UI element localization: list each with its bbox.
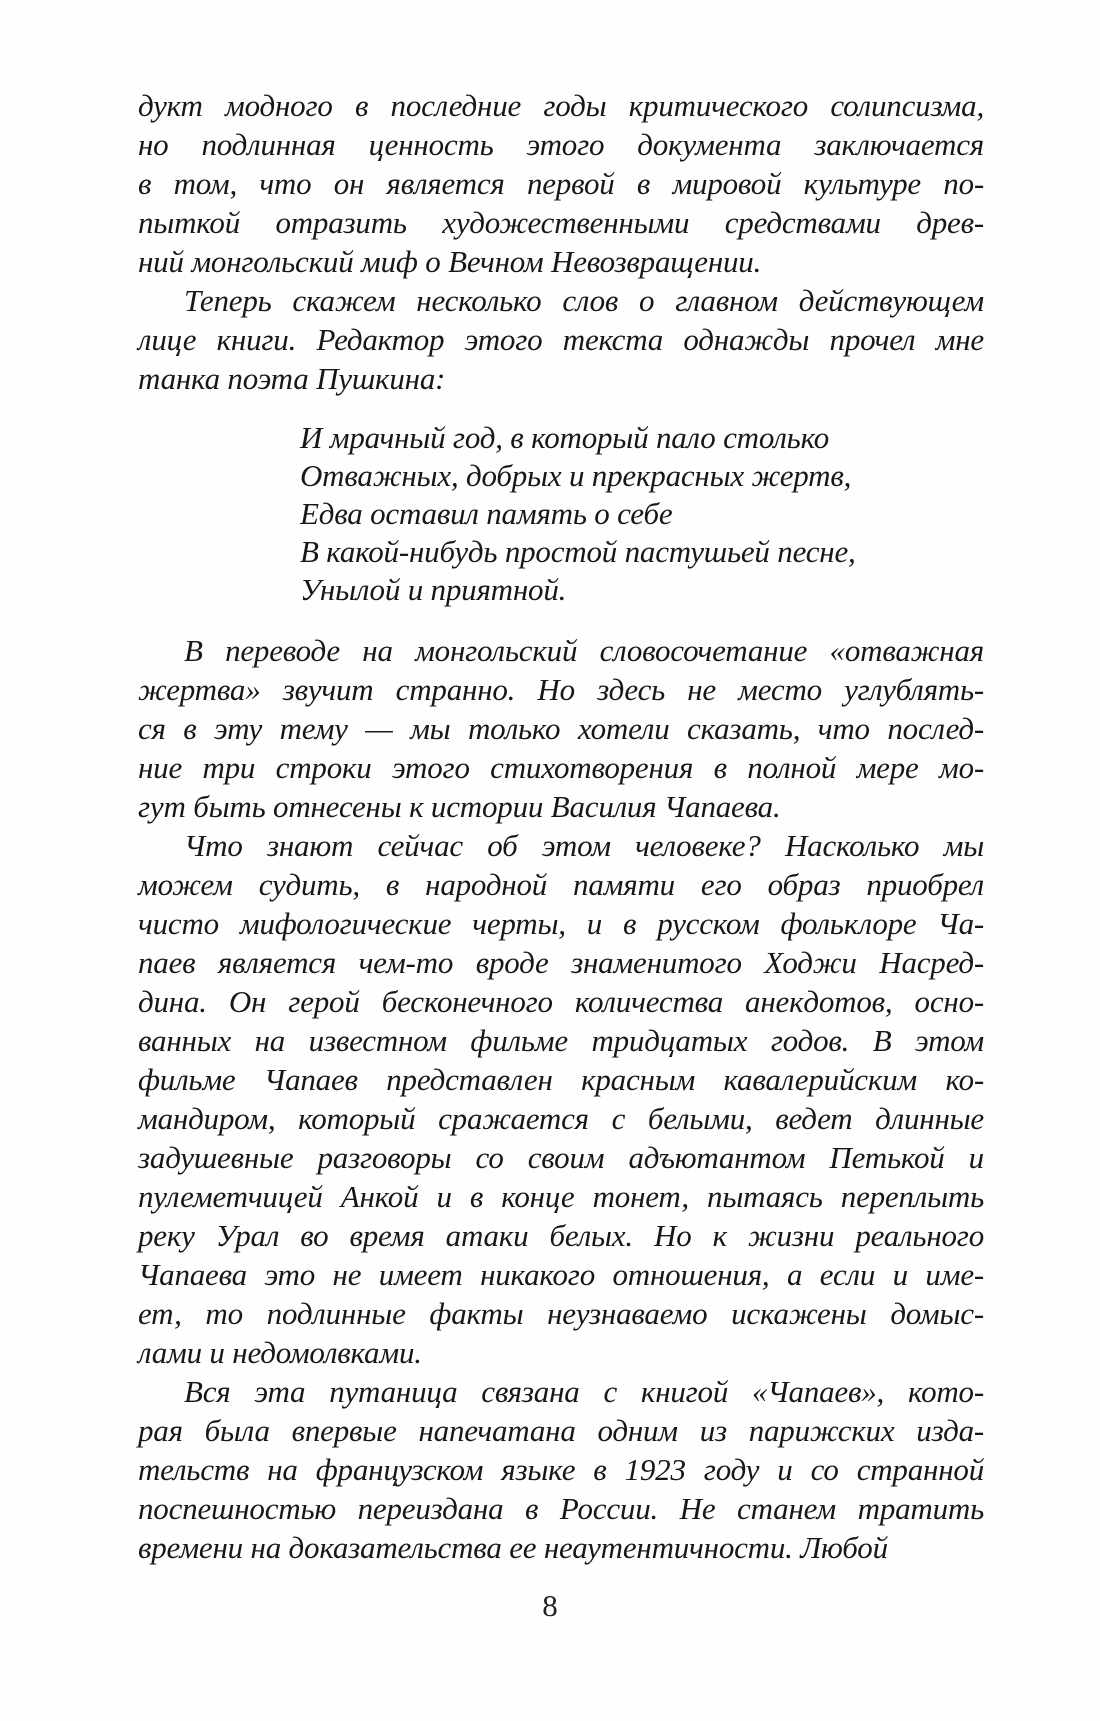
text-line: жертва» звучит странно. Но здесь не место углублять- <box>138 672 984 707</box>
text-line: Теперь скажем несколько слов о главном действующем <box>184 283 984 318</box>
text-line: танка поэта Пушкина: <box>138 361 446 396</box>
text-line: можем судить, в народной памяти его образ приобрел <box>138 867 984 902</box>
verse-line: Унылой и приятной. <box>300 572 567 607</box>
paragraph <box>138 1372 984 1567</box>
text-line: ет, то подлинные факты неузнаваемо искажены домыс- <box>138 1296 984 1331</box>
paragraph <box>138 631 984 826</box>
paragraph <box>138 86 984 281</box>
text-line: ние три строки этого стихотворения в полной мере мо- <box>138 750 984 785</box>
paragraph <box>138 281 984 398</box>
verse-line: И мрачный год, в который пало столько <box>300 420 830 455</box>
text-line: ванных на известном фильме тридцатых годов. В этом <box>138 1023 984 1058</box>
text-line: дина. Он герой бесконечного количества анекдотов, осно- <box>138 984 984 1019</box>
text-line: реку Урал во время атаки белых. Но к жизни реального <box>138 1218 984 1253</box>
text-line: лами и недомолвками. <box>138 1335 422 1370</box>
text-line: поспешностью переиздана в России. Не станем тратить <box>138 1491 984 1526</box>
text-line: задушевные разговоры со своим адъютантом Петькой и <box>138 1140 984 1175</box>
text-line: Вся эта путаница связана с книгой «Чапаев», кото- <box>184 1374 984 1409</box>
text-line: дукт модного в последние годы критического солипсизма, <box>138 88 984 123</box>
verse-block <box>300 419 984 609</box>
paragraph <box>138 826 984 1372</box>
page-number: 8 <box>542 1588 558 1623</box>
text-line: паев является чем-то вроде знаменитого Ходжи Насред- <box>138 945 984 980</box>
verse-line: Едва оставил память о себе <box>300 496 673 531</box>
text-line: времени на доказательства ее неаутентичности. Любой <box>138 1530 888 1565</box>
text-line: лице книги. Редактор этого текста однажды прочел мне <box>138 322 984 357</box>
text-line: фильме Чапаев представлен красным кавалерийским ко- <box>138 1062 984 1097</box>
text-line: в том, что он является первой в мировой культуре по- <box>138 166 984 201</box>
verse-line: Отважных, добрых и прекрасных жертв, <box>300 458 852 493</box>
text-line: ний монгольский миф о Вечном Невозвращении. <box>138 244 762 279</box>
text-line: чисто мифологические черты, и в русском фольклоре Ча- <box>138 906 984 941</box>
text-line: гут быть отнесены к истории Василия Чапаева. <box>138 789 781 824</box>
text-line: но подлинная ценность этого документа заключается <box>138 127 984 162</box>
text-line: Чапаева это не имеет никакого отношения, а если и име- <box>138 1257 984 1292</box>
text-line: В переводе на монгольский словосочетание «отважная <box>184 633 984 668</box>
text-line: мандиром, который сражается с белыми, ведет длинные <box>138 1101 984 1136</box>
text-line: рая была впервые напечатана одним из парижских изда- <box>138 1413 984 1448</box>
text-line: ся в эту тему — мы только хотели сказать, что послед- <box>138 711 984 746</box>
text-line: пыткой отразить художественными средствами древ- <box>138 205 984 240</box>
text-line: пулеметчицей Анкой и в конце тонет, пытаясь переплыть <box>138 1179 984 1214</box>
page-text <box>138 86 984 1567</box>
text-line: тельств на французском языке в 1923 году и со странной <box>138 1452 984 1487</box>
text-line: Что знают сейчас об этом человеке? Насколько мы <box>184 828 984 863</box>
verse-line: В какой-нибудь простой пастушьей песне, <box>300 534 856 569</box>
